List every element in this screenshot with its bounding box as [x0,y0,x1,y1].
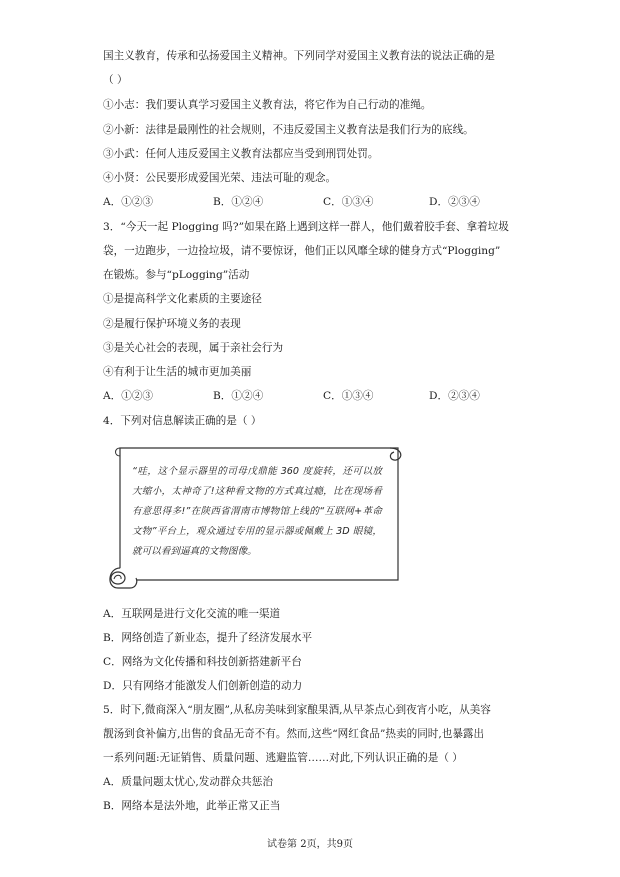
q4-option-a: A．互联网是进行文化交流的唯一渠道 [103,608,281,620]
q2-item-1: ①小志：我们要认真学习爱国主义教育法，将它作为自己行动的准绳。 [103,99,432,111]
q3-item-1: ①是提高科学文化素质的主要途径 [103,293,262,305]
scroll-quote-text: “哇，这个显示器里的司母戊鼎能 360 度旋转，还可以放大缩小，太神奇了!这种看文物的方式真过瘾，比在现场看有意思得多!”在陕西省渭南市博物馆上线的“互联网+革命文物”平台上，观众通过专用的显示器或佩戴上 3D 眼镜，就可以看到逼真的文物图像。 [132,466,382,557]
q3-stem-line-2: 袋，一边跑步，一边捡垃圾，请不要惊讶，他们正以风靡全球的健身方式“Plogging” [103,245,501,257]
q2-item-4: ④小贤：公民要形成爱国光荣、违法可耻的观念。 [103,172,337,184]
q5-stem-line-2: 靓汤到食补偏方,出售的食品无奇不有。然而,这些“网红食品”热卖的同时,也暴露出 [103,728,485,740]
q4-stem: 4．下列对信息解读正确的是（ ） [103,415,262,427]
q2-item-2: ②小新：法律是最刚性的社会规则，不违反爱国主义教育法是我们行为的底线。 [103,124,474,136]
q3-option-a: A．①②③ [103,390,154,402]
q5-stem-line-1: 5．时下,微商深入“朋友圈”,从私房美味到家酿果酒,从早茶点心到夜宵小吃，从美容 [103,704,491,716]
q3-item-2: ②是履行保护环境义务的表现 [103,318,241,330]
q4-option-d: D．只有网络才能激发人们创新创造的动力 [103,680,303,692]
q2-answer-bracket: （ ） [103,74,128,86]
q3-option-d: D．②③④ [429,390,480,402]
q2-item-3: ③小武：任何人违反爱国主义教育法都应当受到刑罚处罚。 [103,148,379,160]
page-footer: 试卷第 2页，共9页 [267,839,353,850]
q4-option-c: C．网络为文化传播和科技创新搭建新平台 [103,656,302,668]
q3-item-4: ④有利于让生活的城市更加美丽 [103,366,252,378]
q2-options [103,195,523,209]
q5-option-b: B．网络本是法外地，此举正常又正当 [103,800,281,812]
q2-option-b: B．①②④ [213,196,264,208]
q3-options [103,389,523,403]
q5-stem-line-3: 一系列问题:无证销售、质量问题、逃避监管……对此,下列认识正确的是（ ） [103,752,463,764]
q3-option-c: C．①③④ [323,390,374,402]
q2-option-d: D．②③④ [429,196,480,208]
q3-stem-line-1: 3．“今天一起 Plogging 吗?”如果在路上遇到这样一群人，他们戴着胶手套、拿着垃圾 [103,221,509,233]
q4-option-b: B．网络创造了新业态，提升了经济发展水平 [103,632,313,644]
q3-option-b: B．①②④ [213,390,264,402]
q3-item-3: ③是关心社会的表现，属于亲社会行为 [103,342,284,354]
q2-option-c: C．①③④ [323,196,374,208]
q3-stem-line-3: 在锻炼。参与“pLogging”活动 [103,269,250,281]
q5-option-a: A．质量问题太忧心,发动群众共惩治 [103,776,273,788]
q2-option-a: A．①②③ [103,196,154,208]
q2-stem-line: 国主义教育，传承和弘扬爱国主义精神。下列同学对爱国主义教育法的说法正确的是 [103,50,495,62]
scroll-illustration [106,442,406,592]
